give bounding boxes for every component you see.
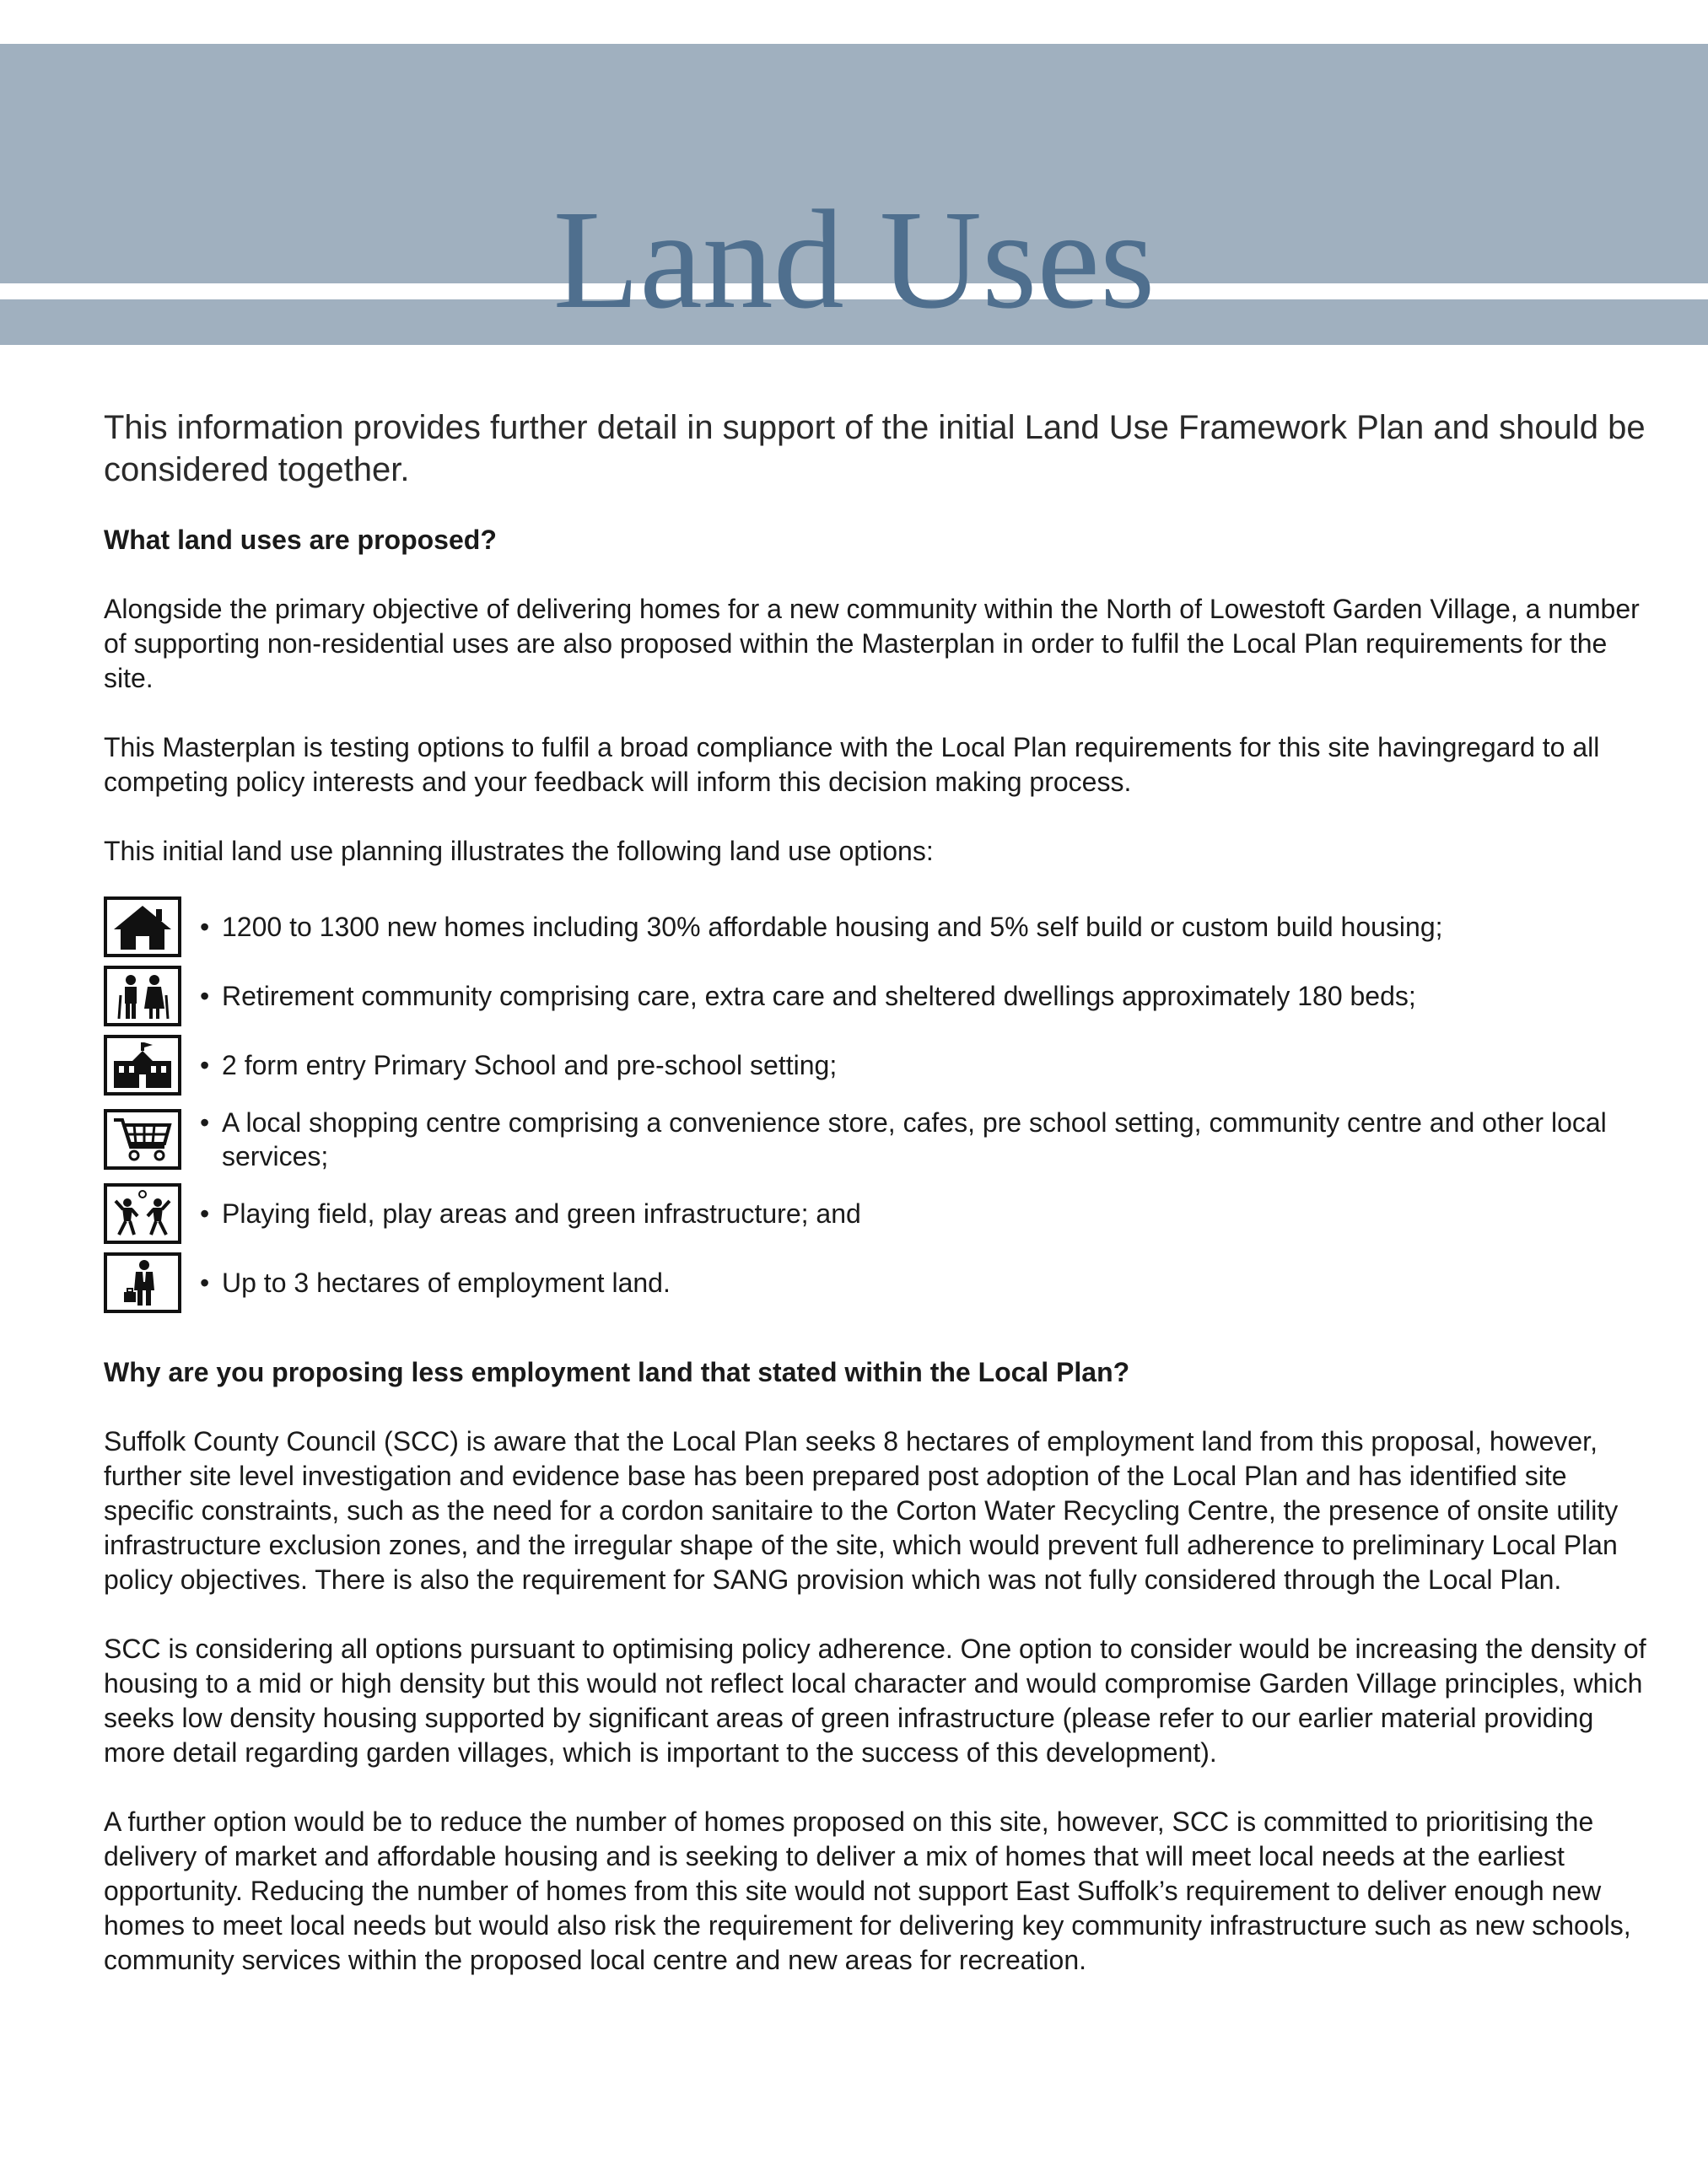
list-item (104, 895, 1647, 959)
question-land-uses: What land uses are proposed? (104, 525, 497, 555)
shopping-cart-icon (104, 1109, 181, 1170)
list-item-text: Retirement community comprising care, extra care and sheltered dwellings approximately 180 beds; (222, 981, 1416, 1011)
list-item (104, 964, 1647, 1028)
list-item-text: 2 form entry Primary School and pre-school setting; (222, 1050, 838, 1080)
bullet: • (200, 1050, 210, 1080)
list-item-text: A local shopping centre comprising a convenience store, cafes, pre school setting, community centre and other local services; (222, 1107, 1607, 1171)
children-playing-icon (104, 1183, 181, 1244)
paragraph: A further option would be to reduce the number of homes proposed on this site, however, SCC is committed to prioritising the delivery of market and affordable housing and is seeking to deliver a mix of homes that will meet local needs at the earliest opportunity. Reducing the number of homes from this site would not support East Suffolk’s requirement to deliver enough new homes to meet local needs but would also risk the requirement for delivering key community infrastructure such as new schools, community services within the proposed local centre and new areas for recreation. (104, 1806, 1631, 1975)
intro-paragraph: This information provides further detail in support of the initial Land Use Framework Plan and should be considered together. (104, 409, 1646, 488)
house-icon (104, 896, 181, 957)
bullet: • (200, 1107, 210, 1138)
main-content (104, 406, 1647, 2012)
bullet: • (200, 981, 210, 1011)
bullet: • (200, 912, 210, 942)
question-employment-land: Why are you proposing less employment land that stated within the Local Plan? (104, 1357, 1130, 1387)
page-title: Land Uses (552, 180, 1156, 338)
land-use-list (104, 895, 1647, 1315)
list-item (104, 1033, 1647, 1097)
paragraph: SCC is considering all options pursuant to optimising policy adherence. One option to consider would be increasing the density of housing to a mid or high density but this would not reflect local character and would compromise Garden Village principles, which seeks low density housing supported by significant areas of green infrastructure (please refer to our earlier material providing more detail regarding garden villages, which is important to the success of this development). (104, 1634, 1646, 1768)
paragraph: This Masterplan is testing options to fulfil a broad compliance with the Local Plan requirements for this site havingregard to all competing policy interests and your feedback will inform this decision making process. (104, 732, 1600, 797)
list-item (104, 1102, 1647, 1176)
bullet: • (200, 1268, 210, 1298)
list-item (104, 1182, 1647, 1246)
paragraph: Suffolk County Council (SCC) is aware that the Local Plan seeks 8 hectares of employment land from this proposal, however, further site level investigation and evidence base has been prepared post adoption of the Local Plan and has identified site specific constraints, such as the need for a cordon sanitaire to the Corton Water Recycling Centre, the presence of onsite utility infrastructure exclusion zones, and the irregular shape of the site, which would prevent full adherence to preliminary Local Plan policy objectives. There is also the requirement for SANG provision which was not fully considered through the Local Plan. (104, 1426, 1619, 1595)
elderly-couple-icon (104, 966, 181, 1026)
list-item-text: Playing field, play areas and green infrastructure; and (222, 1198, 861, 1229)
list-item-text: 1200 to 1300 new homes including 30% affordable housing and 5% self build or custom build housing; (222, 912, 1443, 942)
businessman-icon (104, 1252, 181, 1313)
paragraph: Alongside the primary objective of delivering homes for a new community within the North of Lowestoft Garden Village, a number of supporting non-residential uses are also proposed within the Masterplan in order to fulfil the Local Plan requirements for the site. (104, 594, 1640, 693)
list-item-text: Up to 3 hectares of employment land. (222, 1268, 671, 1298)
bullet: • (200, 1198, 210, 1229)
paragraph: This initial land use planning illustrates the following land use options: (104, 836, 934, 866)
list-item (104, 1251, 1647, 1315)
school-icon (104, 1035, 181, 1096)
